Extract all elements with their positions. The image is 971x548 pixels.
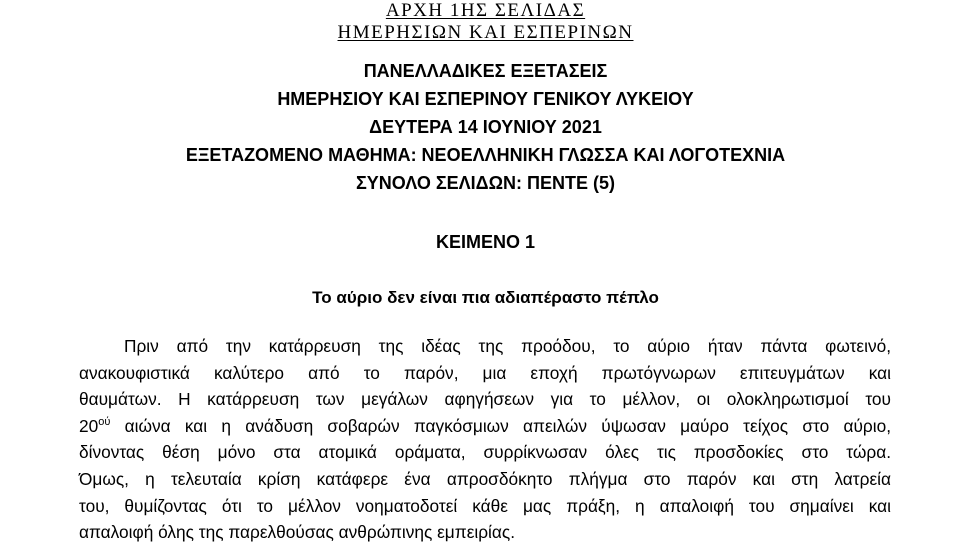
exam-date: ΔΕΥΤΕΡΑ 14 ΙΟΥΝΙΟΥ 2021 [369,117,602,137]
article-title: Το αύριο δεν είναι πια αδιαπέραστο πέπλο [312,288,659,307]
page-header-line-1: ΑΡΧΗ 1ΗΣ ΣΕΛΙΔΑΣ [385,0,586,21]
section-title: ΚΕΙΜΕΝΟ 1 [435,232,536,252]
page-header-line-2: ΗΜΕΡΗΣΙΩΝ ΚΑΙ ΕΣΠΕΡΙΝΩΝ [337,22,634,43]
exam-page-count: ΣΥΝΟΛΟ ΣΕΛΙΔΩΝ: ΠΕΝΤΕ (5) [355,173,616,193]
paragraph-line: δίνοντας θέση μόνο στα ατομικά οράματα, συρρίκνωσαν όλες τις προσδοκίες στο τώρα. [79,442,891,463]
paragraph-line: Όμως, η τελευταία κρίση κατάφερε ένα απροσδόκητο πλήγμα στο παρόν και στη λατρεία [79,468,891,489]
paragraph-line [79,413,891,440]
exam-title: ΠΑΝΕΛΛΑΔΙΚΕΣ ΕΞΕΤΑΣΕΙΣ [363,61,608,81]
century-number: 20 [79,415,99,436]
paragraph-line-text: αιώνα και η ανάδυση σοβαρών παγκόσμιων απειλών ύψωσαν μαύρο τείχος στο αύριο, [110,415,891,436]
paragraph-line: του, θυμίζοντας ότι το μέλλον νοηματοδοτεί κάθε μας πράξη, η απαλοιφή του σημαίνει και [79,495,891,516]
paragraph-line: θαυμάτων. Η κατάρρευση των μεγάλων αφηγήσεων για το μέλλον, οι ολοκληρωτισμοί του [79,389,891,410]
exam-subject: ΕΞΕΤΑΖΟΜΕΝΟ ΜΑΘΗΜΑ: ΝΕΟΕΛΛΗΝΙΚΗ ΓΛΩΣΣΑ ΚΑΙ ΛΟΓΟΤΕΧΝΙΑ [185,145,786,165]
exam-school: ΗΜΕΡΗΣΙΟΥ ΚΑΙ ΕΣΠΕΡΙΝΟΥ ΓΕΝΙΚΟΥ ΛΥΚΕΙΟΥ [277,89,694,109]
paragraph-line: Πριν από την κατάρρευση της ιδέας της προόδου, το αύριο ήταν πάντα φωτεινό, [124,336,891,356]
paragraph-line: απαλοιφή όλης της παρελθούσας ανθρώπινης εμπειρίας. [79,522,516,543]
ordinal-suffix: ού [98,415,111,428]
paragraph-line: ανακουφιστικά καλύτερο από το παρόν, μια εποχή πρωτόγνωρων επιτευγμάτων και [79,362,891,383]
article-paragraph [79,333,891,546]
